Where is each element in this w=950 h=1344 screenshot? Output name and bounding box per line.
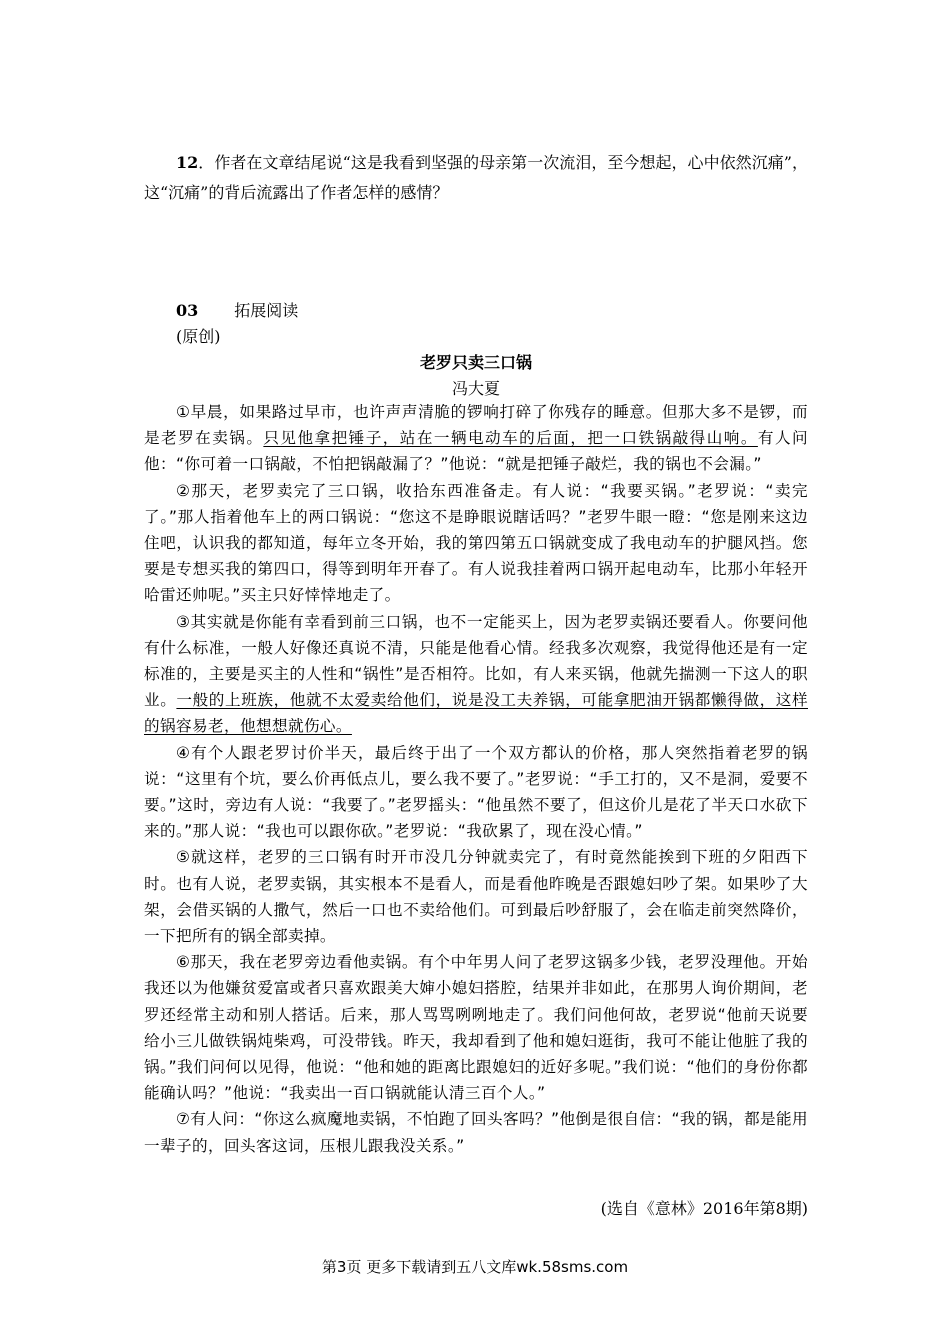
- paragraph-5: ⑤就这样，老罗的三口锅有时开市没几分钟就卖完了，有时竟然能挨到下班的夕阳西下时。也有人说，老罗卖锅，其实根本不是看人，而是看他昨晚是否跟媳妇吵了架。如果吵了大架，会借买锅的人撒气，然后一口也不卖给他们。可到最后吵舒服了，会在临走前突然降价，一下把所有的锅全部卖掉。: [144, 848, 808, 946]
- paragraph-2: ②那天，老罗卖完了三口锅，收拾东西准备走。有人说：“我要买锅。”老罗说：“卖完了。”那人指着他车上的两口锅说：“您这不是睁眼说瞎话吗？”老罗牛眼一瞪：“您是刚来这边住吧，认识我的都知道，每年立冬开始，我的第四第五口锅就变成了我电动车的护腿风挡。您要是专想买我的第四口，得等到明年开春了。有人说我挂着两口锅开起电动车，比那小年轻开哈雷还帅呢。”买主只好悻悻地走了。: [144, 481, 808, 605]
- section-number: 03: [176, 301, 199, 320]
- paragraph-3: [144, 609, 808, 740]
- paragraph-4: ④有个人跟老罗讨价半天，最后终于出了一个双方都认的价格，那人突然指着老罗的锅说：“这里有个坑，要么价再低点儿，要么我不要了。”老罗说：“手工打的，又不是洞，爱要不要。”这时，旁边有人说：“我要了。”老罗摇头：“他虽然不要了，但这价儿是花了半天口水砍下来的。”那人说：“我也可以跟你砍。”老罗说：“我砍累了，现在没心情。”: [144, 743, 808, 841]
- section-title: 拓展阅读: [234, 301, 299, 320]
- paragraph-3-text: ③其实就是你能有幸看到前三口锅，也不一定能买上，因为老罗卖锅还要看人。你要问他有什么标准，一般人好像还真说不清，只能是他看心情。经我多次观察，我觉得他还是有一定标准的，主要是买主的人性和“锅性”是否相符。比如，有人来买锅，他就先揣测一下这人的职业。: [144, 612, 808, 710]
- article-author: 冯大夏: [451, 379, 500, 398]
- question-text: ．作者在文章结尾说“这是我看到坚强的母亲第一次流泪，至今想起，心中依然沉痛”，这“沉痛”的背后流露出了作者怎样的感情？: [144, 153, 808, 202]
- question-12: [144, 148, 808, 208]
- section-heading: [176, 298, 298, 324]
- underlined-sentence-2: 一般的上班族，他就不太爱卖给他们，说是没工夫养锅，可能拿肥油开锅都懒得做，这样的锅容易老，他想想就伤心。: [144, 691, 808, 736]
- article-body: [144, 399, 808, 1159]
- underlined-sentence-1: 只见他拿把锤子，站在一辆电动车的后面，把一口铁锅敲得山响。: [263, 429, 758, 448]
- article-title: 老罗只卖三口锅: [419, 353, 532, 372]
- paragraph-1: [144, 399, 808, 478]
- paragraph-7: ⑦有人问：“你这么疯魔地卖锅，不怕跑了回头客吗？”他倒是很自信：“我的锅，都是能用一辈子的，回头客这词，压根儿跟我没关系。”: [144, 1110, 808, 1155]
- source-tag: (原创): [176, 327, 221, 346]
- paragraph-1-text-end: 有人问他：“你可着一口锅敲，不怕把锅敲漏了？”他说：“就是把锤子敲烂，我的锅也不会漏。”: [144, 429, 808, 474]
- paragraph-1-text: ①早晨，如果路过早市，也许声声清脆的锣响打碎了你残存的睡意。但那大多不是锣，而是老罗在卖锅。: [144, 403, 808, 448]
- question-number: 12: [176, 153, 199, 172]
- page-footer: 第3页 更多下载请到五八文库wk.58sms.com: [321, 1258, 629, 1276]
- citation: (选自《意林》2016年第8期): [600, 1199, 808, 1218]
- paragraph-6: ⑥那天，我在老罗旁边看他卖锅。有个中年男人问了老罗这锅多少钱，老罗没理他。开始我还以为他嫌贫爱富或者只喜欢跟美大婶小媳妇搭腔，结果并非如此，在那男人询价期间，老罗还经常主动和别人搭话。后来，那人骂骂咧咧地走了。我们问他何故，老罗说“他前天说要给小三儿做铁锅炖柴鸡，可没带钱。昨天，我却看到了他和媳妇逛街，我可不能让他脏了我的锅。”我们问何以见得，他说：“他和她的距离比跟媳妇的近好多呢。”我们说：“他们的身份你都能确认吗？”他说：“我卖出一百口锅就能认清三百个人。”: [144, 953, 808, 1103]
